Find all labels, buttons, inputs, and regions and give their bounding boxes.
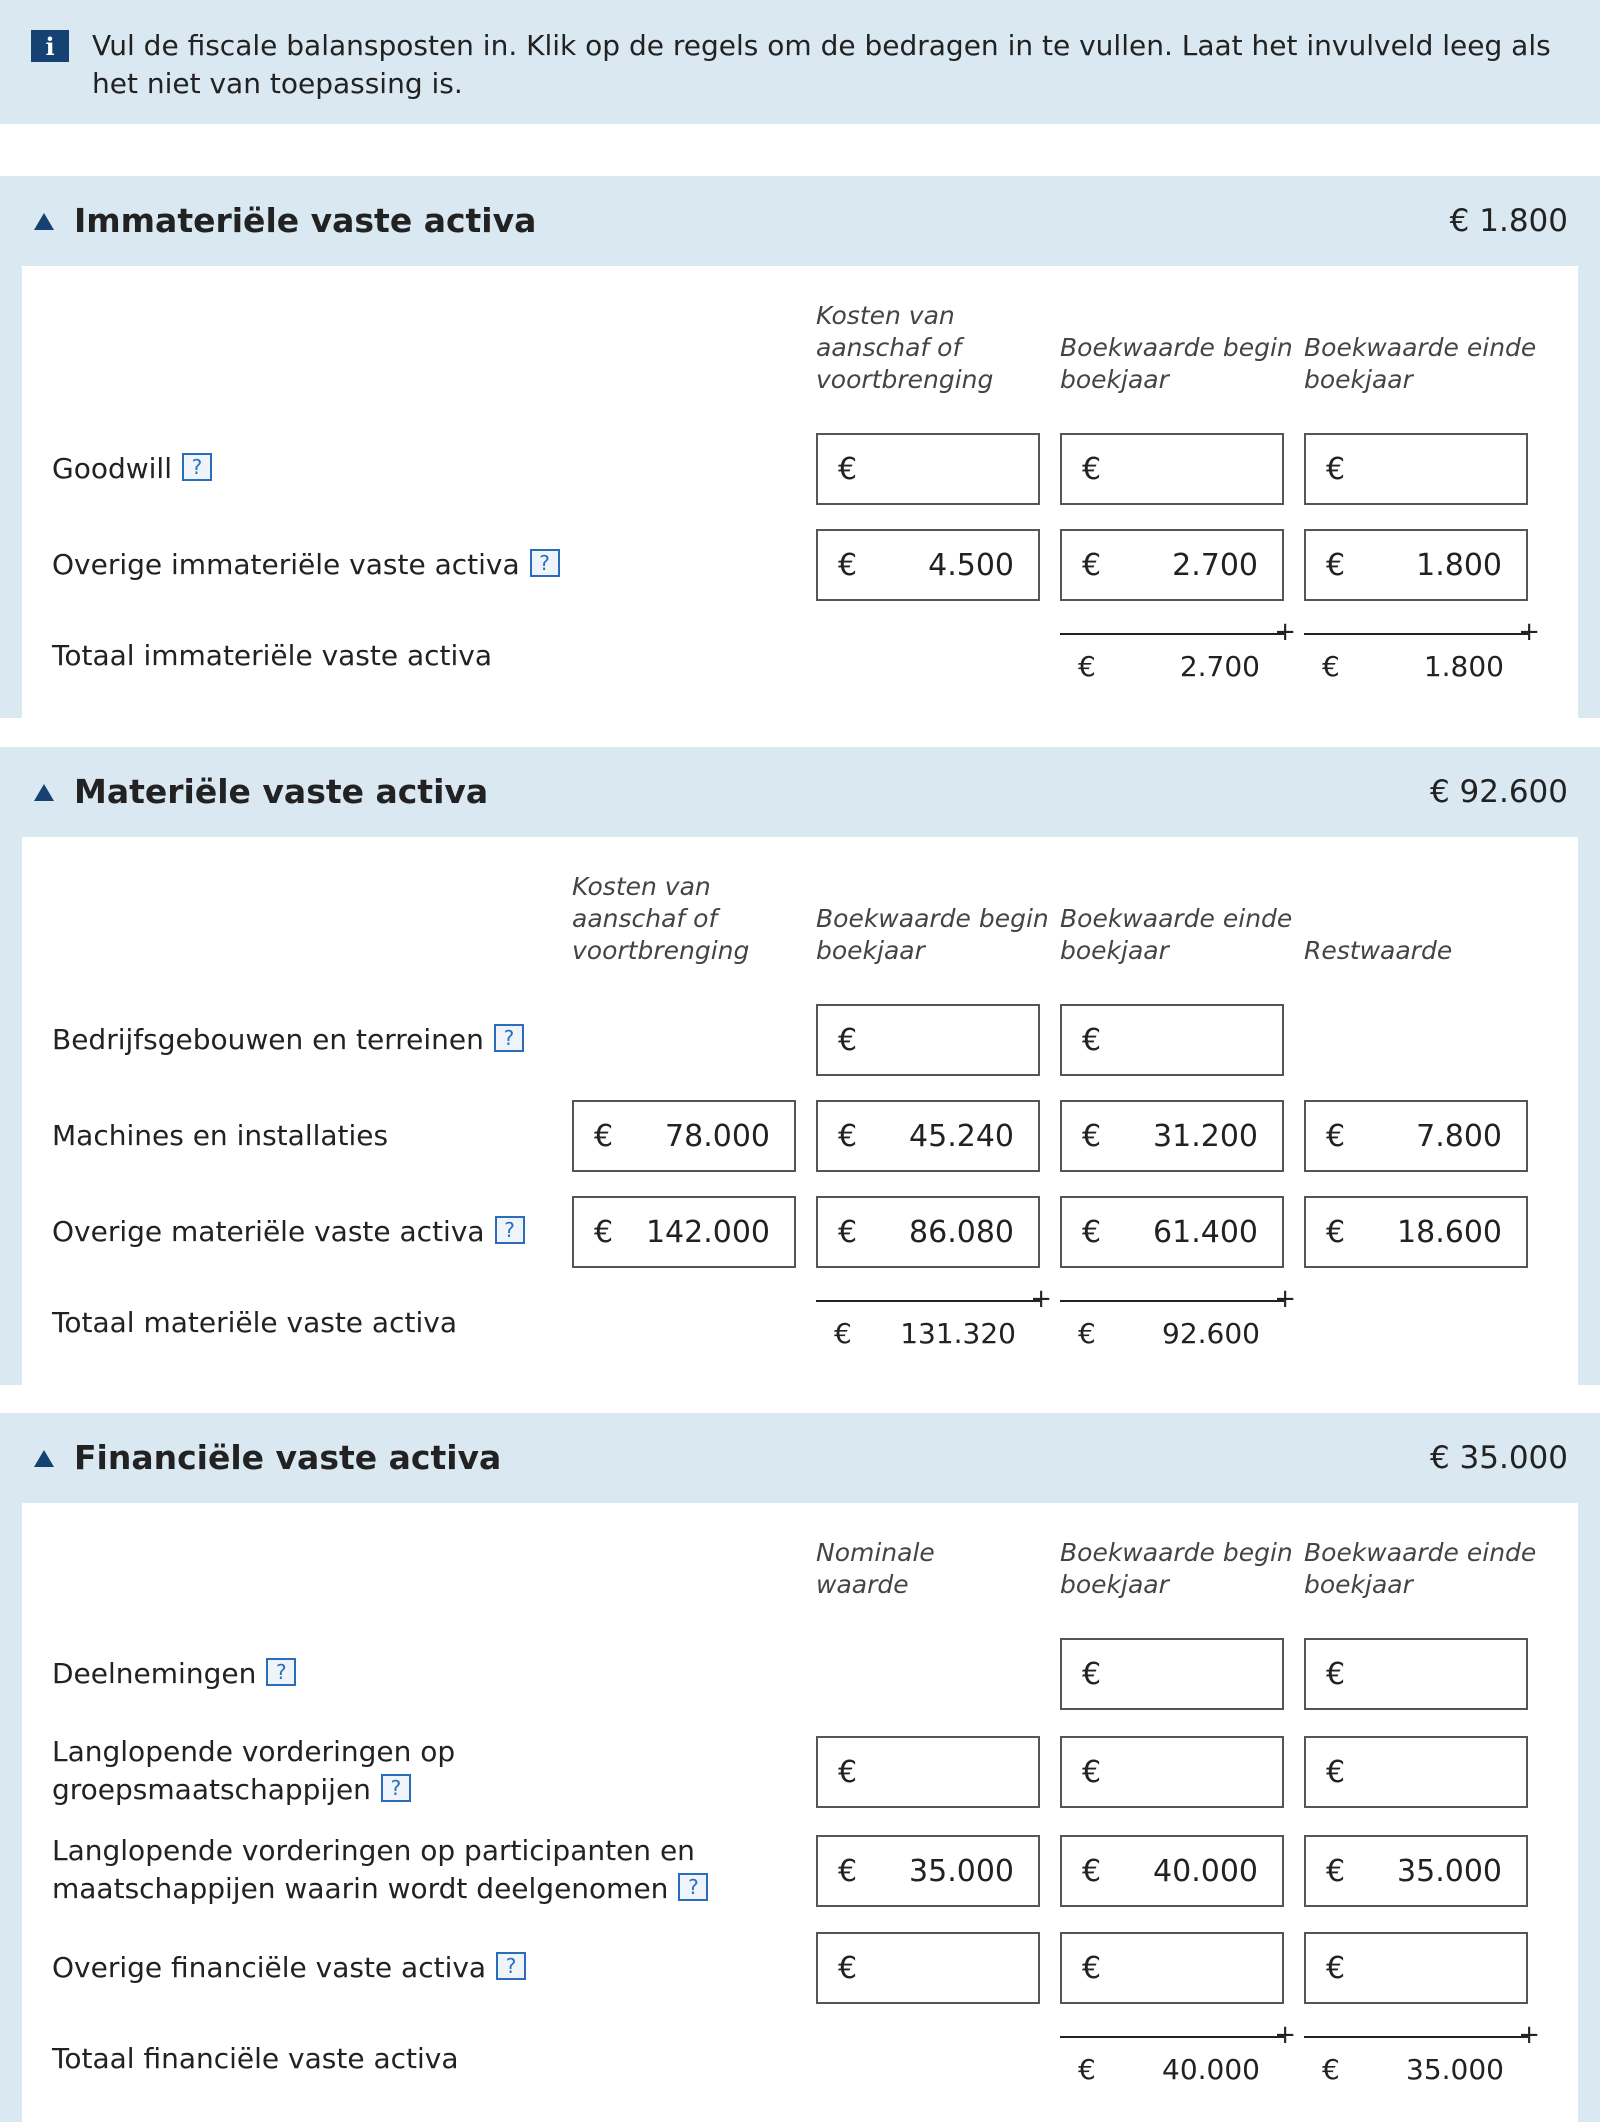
euro-sign: € [594,1118,614,1154]
euro-sign: € [838,451,858,487]
info-banner [0,0,1600,124]
section-total: € 1.800 [1449,203,1568,239]
row-label-text: Goodwill [52,452,172,485]
input-bedrijfsgebouwen-einde[interactable] [1060,1004,1284,1076]
euro-sign: € [1082,1754,1102,1790]
total-value: 131.320 [900,1317,1016,1350]
input-value: 61.400 [1153,1214,1258,1250]
input-bedrijfsgebouwen-begin[interactable] [816,1004,1040,1076]
input-overige-materieel-begin[interactable] [816,1196,1040,1268]
input-groepsmaatschappijen-nominale[interactable] [816,1736,1040,1808]
plus-sign: + [1274,1284,1296,1314]
euro-sign: € [834,1317,852,1350]
help-icon[interactable]: ? [266,1658,296,1686]
row-label-overige-materieel [52,1213,525,1251]
row-label-groepsmaatschappijen [52,1733,552,1809]
section-border-right [1578,837,1600,1385]
help-icon[interactable]: ? [530,549,560,577]
help-icon[interactable]: ? [182,453,212,481]
input-value: 35.000 [1397,1853,1502,1889]
euro-sign: € [1082,1656,1102,1692]
euro-sign: € [1082,1950,1102,1986]
euro-sign: € [1326,1214,1346,1250]
euro-sign: € [1082,1022,1102,1058]
row-label-text: Overige immateriële vaste activa [52,548,520,581]
column-header-restwaarde: Restwaarde [1304,936,1453,965]
section-header-immaterieel[interactable] [0,176,1600,266]
total-value: 35.000 [1406,2053,1504,2086]
input-deelnemingen-begin[interactable] [1060,1638,1284,1710]
input-overige-materieel-restwaarde[interactable] [1304,1196,1528,1268]
euro-sign: € [1082,547,1102,583]
total-begin [816,1284,1052,1356]
input-overige-financieel-einde[interactable] [1304,1932,1528,2004]
column-header-kosten: Kosten van aanschaf of voortbrenging [816,301,994,394]
plus-sign: + [1274,617,1296,647]
section-total: € 92.600 [1429,774,1568,810]
euro-sign: € [838,547,858,583]
euro-sign: € [1082,451,1102,487]
column-header-begin: Boekwaarde begin boekjaar [1060,333,1293,394]
euro-sign: € [838,1118,858,1154]
section-border-right [1578,1503,1600,2122]
total-value: 40.000 [1162,2053,1260,2086]
input-goodwill-begin[interactable] [1060,433,1284,505]
euro-sign: € [1082,1214,1102,1250]
total-label: Totaal financiële vaste activa [52,2042,459,2075]
euro-sign: € [1326,451,1346,487]
section-border-left [0,837,22,1385]
section-total: € 35.000 [1429,1440,1568,1476]
section-title: Immateriële vaste activa [74,201,537,240]
column-header-begin: Boekwaarde begin boekjaar [1060,1538,1293,1599]
input-value: 78.000 [665,1118,770,1154]
row-label-text: Deelnemingen [52,1657,257,1690]
row-label-overige-immaterieel [52,546,560,584]
help-icon[interactable]: ? [678,1873,708,1901]
section-border-left [0,266,22,718]
row-label-text: Bedrijfsgebouwen en terreinen [52,1023,484,1056]
row-label-deelnemingen [52,1655,296,1693]
total-value: 92.600 [1162,1317,1260,1350]
input-value: 4.500 [928,547,1014,583]
input-overige-immaterieel-einde[interactable] [1304,529,1528,601]
input-machines-begin[interactable] [816,1100,1040,1172]
row-label-text: Overige materiële vaste activa [52,1215,485,1248]
section-header-financieel[interactable] [0,1413,1600,1503]
help-icon[interactable]: ? [381,1774,411,1802]
section-title: Financiële vaste activa [74,1438,502,1477]
help-icon[interactable]: ? [494,1024,524,1052]
input-participanten-nominale[interactable] [816,1835,1040,1907]
row-label-text: Langlopende vorderingen op groepsmaatschappijen [52,1735,456,1806]
input-value: 31.200 [1153,1118,1258,1154]
row-label-overige-financieel [52,1949,526,1987]
section-title: Materiële vaste activa [74,772,489,811]
input-value: 86.080 [909,1214,1014,1250]
input-deelnemingen-einde[interactable] [1304,1638,1528,1710]
section-border-right [1578,266,1600,718]
input-value: 35.000 [909,1853,1014,1889]
total-einde [1304,2020,1540,2092]
input-goodwill-einde[interactable] [1304,433,1528,505]
input-goodwill-kosten[interactable] [816,433,1040,505]
row-label-text: Overige financiële vaste activa [52,1951,487,1984]
plus-sign: + [1030,1284,1052,1314]
info-text: Vul de fiscale balansposten in. Klik op de regels om de bedragen in te vullen. Laat het invulveld leeg als het niet van toepassing is. [92,29,1551,100]
total-einde [1060,1284,1296,1356]
input-machines-restwaarde[interactable] [1304,1100,1528,1172]
column-header-nominale: Nominale waarde [816,1538,935,1599]
input-value: 40.000 [1153,1853,1258,1889]
total-label: Totaal materiële vaste activa [52,1306,457,1339]
total-value: 1.800 [1423,650,1504,683]
plus-sign: + [1518,2020,1540,2050]
section-header-materieel[interactable] [0,747,1600,837]
row-label-goodwill [52,450,212,488]
euro-sign: € [1078,650,1096,683]
input-overige-financieel-begin[interactable] [1060,1932,1284,2004]
euro-sign: € [838,1754,858,1790]
euro-sign: € [1326,1950,1346,1986]
euro-sign: € [594,1214,614,1250]
total-label: Totaal immateriële vaste activa [52,639,493,672]
collapse-triangle-icon[interactable] [34,213,54,230]
total-begin [1060,617,1296,689]
euro-sign: € [838,1950,858,1986]
column-header-begin: Boekwaarde begin boekjaar [816,904,1049,965]
input-overige-immaterieel-kosten[interactable] [816,529,1040,601]
input-value: 45.240 [909,1118,1014,1154]
euro-sign: € [1082,1853,1102,1889]
plus-sign: + [1518,617,1540,647]
total-einde [1304,617,1540,689]
euro-sign: € [1322,650,1340,683]
euro-sign: € [838,1214,858,1250]
input-overige-financieel-nominale[interactable] [816,1932,1040,2004]
help-icon[interactable]: ? [496,1952,526,1980]
total-begin [1060,2020,1296,2092]
column-header-kosten: Kosten van aanschaf of voortbrenging [572,872,750,965]
row-label-text: Langlopende vorderingen op participanten en maatschappijen waarin wordt deelgenomen [52,1834,695,1905]
euro-sign: € [838,1022,858,1058]
input-participanten-begin[interactable] [1060,1835,1284,1907]
plus-sign: + [1274,2020,1296,2050]
info-icon: i [31,30,69,62]
euro-sign: € [1326,547,1346,583]
input-machines-kosten[interactable] [572,1100,796,1172]
column-header-einde: Boekwaarde einde boekjaar [1304,333,1537,394]
input-groepsmaatschappijen-begin[interactable] [1060,1736,1284,1808]
euro-sign: € [1326,1853,1346,1889]
column-header-einde: Boekwaarde einde boekjaar [1060,904,1293,965]
input-machines-einde[interactable] [1060,1100,1284,1172]
collapse-triangle-icon[interactable] [34,784,54,801]
euro-sign: € [1326,1754,1346,1790]
euro-sign: € [1326,1118,1346,1154]
euro-sign: € [1078,1317,1096,1350]
euro-sign: € [1078,2053,1096,2086]
euro-sign: € [838,1853,858,1889]
input-value: 7.800 [1416,1118,1502,1154]
column-header-einde: Boekwaarde einde boekjaar [1304,1538,1537,1599]
collapse-triangle-icon[interactable] [34,1450,54,1467]
euro-sign: € [1322,2053,1340,2086]
input-value: 1.800 [1416,547,1502,583]
input-value: 142.000 [645,1214,770,1250]
input-groepsmaatschappijen-einde[interactable] [1304,1736,1528,1808]
input-overige-materieel-kosten[interactable] [572,1196,796,1268]
euro-sign: € [1326,1656,1346,1692]
input-overige-materieel-einde[interactable] [1060,1196,1284,1268]
row-label-bedrijfsgebouwen [52,1021,524,1059]
input-participanten-einde[interactable] [1304,1835,1528,1907]
row-label-participanten [52,1832,772,1908]
help-icon[interactable]: ? [495,1216,525,1244]
section-border-left [0,1503,22,2122]
input-overige-immaterieel-begin[interactable] [1060,529,1284,601]
total-value: 2.700 [1179,650,1260,683]
euro-sign: € [1082,1118,1102,1154]
input-value: 2.700 [1172,547,1258,583]
row-label-machines: Machines en installaties [52,1119,389,1152]
input-value: 18.600 [1397,1214,1502,1250]
